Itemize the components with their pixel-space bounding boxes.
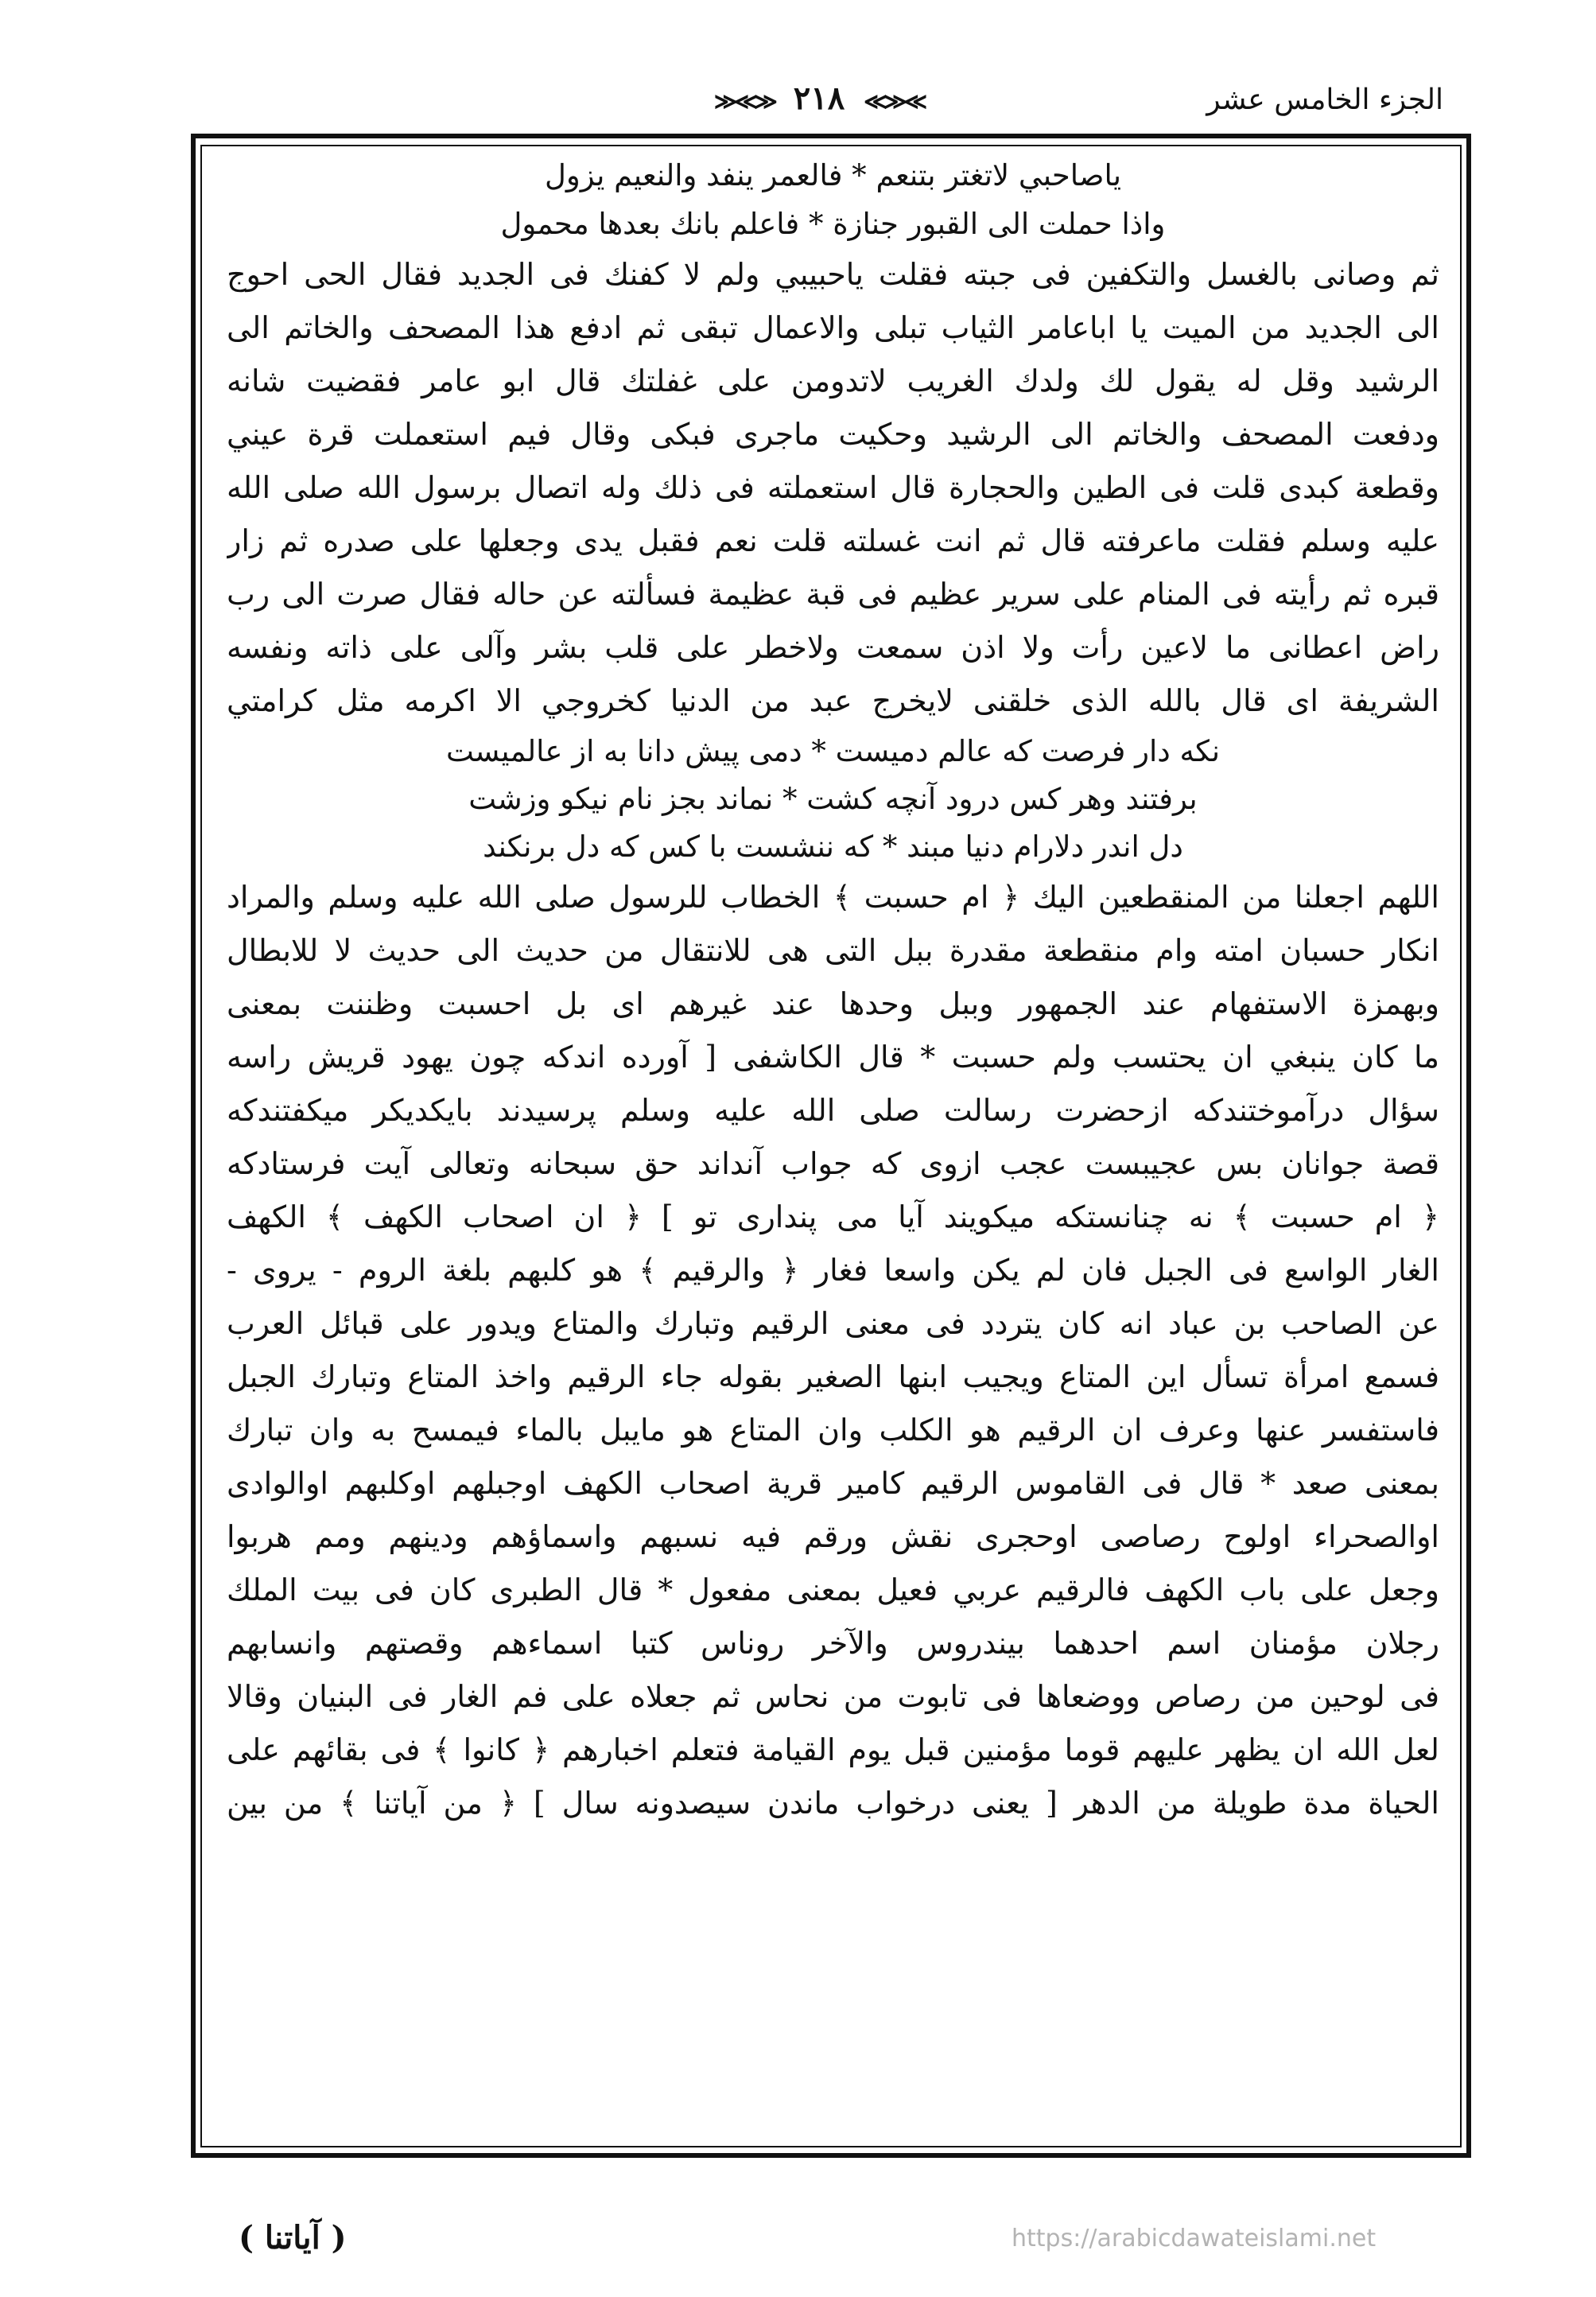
catchword: ( آياتنا ) xyxy=(239,2219,347,2256)
text-line: قبره ثم رأيته فى المنام على سرير عظيم فى قبة عظيمة فسألته عن حاله فقال صرت الى رب xyxy=(227,577,1439,612)
text-line: لعل الله ان يظهر عليهم قوما مؤمنين قبل يوم القيامة فتعلم اخبارهم ﴿ كانوا ﴾ فى بقائهم على xyxy=(227,1732,1439,1767)
text-line: ﴿ ام حسبت ﴾ نه چنانستكه ميكويند آيا مى پندارى تو ] ﴿ ان اصحاب الكهف ﴾ الكهف xyxy=(227,1199,1439,1234)
page-header xyxy=(195,76,1443,135)
text-line: انكار حسبان امته وام منقطعة مقدرة ببل التى هى للانتقال من حديث الى حديث لا للابطال xyxy=(227,933,1439,968)
text-line: بمعنى صعد * قال فى القاموس الرقيم كامير قرية اصحاب الكهف اوجبلهم اوكلبهم اوالوادى xyxy=(227,1466,1439,1501)
text-line: وقطعة كبدى قلت فى الطين والحجارة قال استعملته فى ذلك وله اتصال برسول الله صلى الله xyxy=(227,470,1439,505)
text-line: وبهمزة الاستفهام عند الجمهور وببل وحدها عند غيرهم اى بل احسبت وظننت بمعنى xyxy=(227,986,1439,1021)
verse-line: ياصاحبي لاتغتر بتنعم * فالعمر ينفد والنعيم يزول xyxy=(544,158,1122,192)
watermark-url[interactable]: https://arabicdawateislami.net xyxy=(1012,2225,1377,2252)
persian-verse-line: برفتند وهر كس درود آنچه كشت * نماند بجز نام نيكو وزشت xyxy=(468,782,1198,816)
text-line: اوالصحراء اولوح رصاصى اوحجرى نقش ورقم فيه نسبهم واسماؤهم ودينهم ومم هربوا xyxy=(227,1519,1439,1554)
ornament-left-icon: ≫≪≫ xyxy=(864,87,925,115)
verse-line: واذا حملت الى القبور جنازة * فاعلم بانك بعدها محمول xyxy=(500,207,1166,241)
persian-verse-line: نكه دار فرصت كه عالم دميست * دمى پيش دانا به از عالميست xyxy=(445,734,1221,768)
text-line: رجلان مؤمنان اسم احدهما بيندروس والآخر روناس كتبا اسماءهم وقصتهم وانسابهم xyxy=(227,1626,1439,1661)
text-line: ما كان ينبغي ان يحتسب ولم حسبت * قال الكاشفى [ آورده اندكه چون يهود قريش راسه xyxy=(227,1040,1439,1075)
text-line: فاستفسر عنها وعرف ان الرقيم هو الكلب وان المتاع هو مايبل بالماء فيمسح به وان تبارك xyxy=(227,1413,1439,1448)
text-line: وجعل على باب الكهف فالرقيم عربي فعيل بمعنى مفعول * قال الطبرى كان فى بيت الملك xyxy=(227,1572,1439,1607)
text-line: قصة جوانان بس عجيبست عجب ازوى كه جواب آنداند حق سبحانه وتعالى آيت فرستادكه xyxy=(227,1146,1439,1181)
text-line: ثم وصانى بالغسل والتكفين فى جبته فقلت ياحبيبي ولم لا كفنك فى الجديد فقال الحى احوج xyxy=(227,257,1439,292)
ornament-right-icon: ≪≫≪ xyxy=(713,87,775,115)
persian-verse-line: دل اندر دلارام دنيا مبند * كه ننشست با كس كه دل برنكند xyxy=(483,830,1183,864)
text-line: الرشيد وقل له يقول لك ولدك الغريب لاتدومن على غفلتك قال ابو عامر فقضيت شانه xyxy=(227,363,1439,398)
text-line: الحياة مدة طويلة من الدهر [ يعنى درخواب ماندن سيصدونه سال ] ﴿ من آياتنا ﴾ من بين xyxy=(227,1786,1439,1821)
page-number: ٢١٨ xyxy=(793,80,845,117)
text-line: الى الجديد من الميت يا اباعامر الثياب تبلى والاعمال تبقى ثم ادفع هذا المصحف والخاتم الى xyxy=(227,310,1439,345)
volume-title: الجزء الخامس عشر xyxy=(1206,84,1443,116)
text-line: اللهم اجعلنا من المنقطعين اليك ﴿ ام حسبت ﴾ الخطاب للرسول صلى الله عليه وسلم والمراد xyxy=(227,880,1439,915)
text-line: فسمع امرأة تسأل اين المتاع ويجيب ابنها الصغير بقوله جاء الرقيم واخذ المتاع وتبارك الجبل xyxy=(227,1359,1439,1394)
text-line: راض اعطانى ما لاعين رأت ولا اذن سمعت ولاخطر على قلب بشر وآلى على ذاته ونفسه xyxy=(227,630,1439,665)
page-body xyxy=(227,151,1439,1830)
text-line: الغار الواسع فى الجبل فان لم يكن واسعا فغار ﴿ والرقيم ﴾ هو كلبهم بلغة الروم - يروى - xyxy=(227,1253,1439,1288)
text-line: سؤال درآموختندكه ازحضرت رسالت صلى الله عليه وسلم پرسيدند بايكديكر ميكفتندكه xyxy=(227,1093,1439,1128)
text-line: الشريفة اى قال بالله الذى خلقنى لايخرج عبد من الدنيا كخروجي الا اكرمه مثل كرامتي xyxy=(227,683,1439,718)
page-number-group xyxy=(195,80,1443,117)
text-line: ودفعت المصحف والخاتم الى الرشيد وحكيت ماجرى فبكى وقال فيم استعملت قرة عيني xyxy=(227,417,1439,452)
text-line: فى لوحين من رصاص ووضعاها فى تابوت من نحاس ثم جعلاه على فم الغار فى البنيان وقالا xyxy=(227,1679,1439,1714)
text-line: عليه وسلم فقلت ماعرفته قال ثم انت غسلته قلت نعم فقبل يدى وجعلها على صدره ثم زار xyxy=(227,523,1439,558)
text-line: عن الصاحب بن عباد انه كان يتردد فى معنى الرقيم وتبارك والمتاع ويدور على قبائل العرب xyxy=(227,1306,1439,1341)
